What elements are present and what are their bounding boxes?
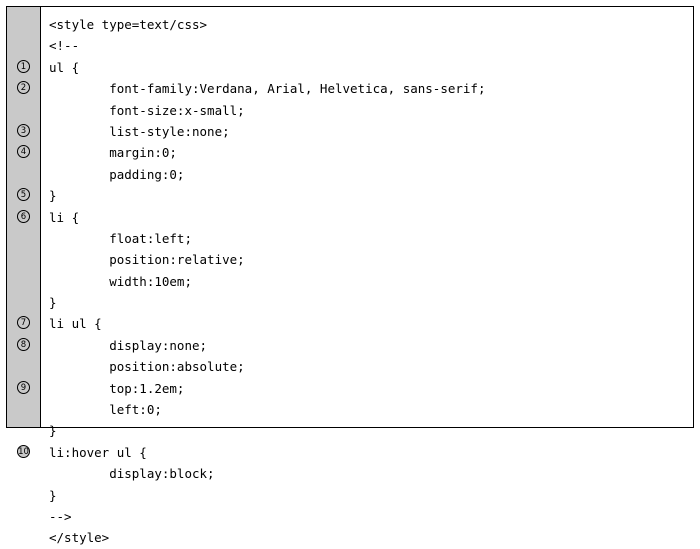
code-line: display:none; xyxy=(49,337,208,353)
line-marker-badge: 2 xyxy=(17,81,30,94)
line-marker-list xyxy=(7,7,40,549)
code-line: --> xyxy=(49,508,72,524)
line-marker xyxy=(7,292,40,313)
line-marker xyxy=(7,271,40,292)
code-line: font-family:Verdana, Arial, Helvetica, sans-serif; xyxy=(49,81,486,97)
line-marker xyxy=(7,35,40,56)
line-marker xyxy=(7,335,40,356)
line-marker xyxy=(7,78,40,99)
code-frame xyxy=(6,6,694,546)
line-marker-badge: 7 xyxy=(17,316,30,329)
line-marker xyxy=(7,399,40,420)
code-line: li:hover ul { xyxy=(49,444,147,460)
line-marker xyxy=(7,527,40,548)
line-marker-badge: 8 xyxy=(17,338,30,351)
line-marker xyxy=(7,57,40,78)
code-line: float:left; xyxy=(49,230,192,246)
code-line-list xyxy=(41,7,693,549)
code-line: padding:0; xyxy=(49,166,185,182)
line-marker-badge: 6 xyxy=(17,210,30,223)
code-line: } xyxy=(49,188,57,204)
line-marker xyxy=(7,228,40,249)
code-line: </style> xyxy=(49,530,110,546)
code-line: left:0; xyxy=(49,402,162,418)
code-line: position:relative; xyxy=(49,252,245,268)
line-marker xyxy=(7,442,40,463)
line-marker xyxy=(7,463,40,484)
line-marker-badge: 1 xyxy=(17,60,30,73)
line-marker xyxy=(7,420,40,441)
line-marker-badge: 5 xyxy=(17,188,30,201)
line-marker xyxy=(7,185,40,206)
code-line: width:10em; xyxy=(49,273,192,289)
line-marker xyxy=(7,485,40,506)
line-marker xyxy=(7,207,40,228)
line-marker xyxy=(7,100,40,121)
code-line: <style type=text/css> xyxy=(49,17,208,32)
code-line: li ul { xyxy=(49,316,102,332)
line-marker xyxy=(7,14,40,35)
line-marker-badge: 4 xyxy=(17,145,30,158)
code-line: margin:0; xyxy=(49,145,177,161)
code-line: <!-- xyxy=(49,38,80,54)
line-marker-badge: 9 xyxy=(17,381,30,394)
line-marker-badge: 3 xyxy=(17,124,30,137)
code-line: list-style:none; xyxy=(49,123,230,139)
code-line: display:block; xyxy=(49,466,215,482)
line-marker-badge: 10 xyxy=(18,446,29,457)
code-line: } xyxy=(49,423,57,439)
code-line: } xyxy=(49,487,57,503)
line-marker-gutter xyxy=(7,7,41,457)
code-line: } xyxy=(49,295,57,311)
code-line: position:absolute; xyxy=(49,359,245,375)
code-line: top:1.2em; xyxy=(49,380,185,396)
code-text-area xyxy=(41,7,693,546)
line-marker xyxy=(7,121,40,142)
code-line: li { xyxy=(49,209,80,225)
line-marker xyxy=(7,164,40,185)
line-marker xyxy=(7,249,40,270)
line-marker xyxy=(7,356,40,377)
line-marker xyxy=(7,313,40,334)
line-marker xyxy=(7,506,40,527)
code-line: ul { xyxy=(49,59,80,75)
line-marker xyxy=(7,378,40,399)
code-line: font-size:x-small; xyxy=(49,102,245,118)
line-marker xyxy=(7,142,40,163)
